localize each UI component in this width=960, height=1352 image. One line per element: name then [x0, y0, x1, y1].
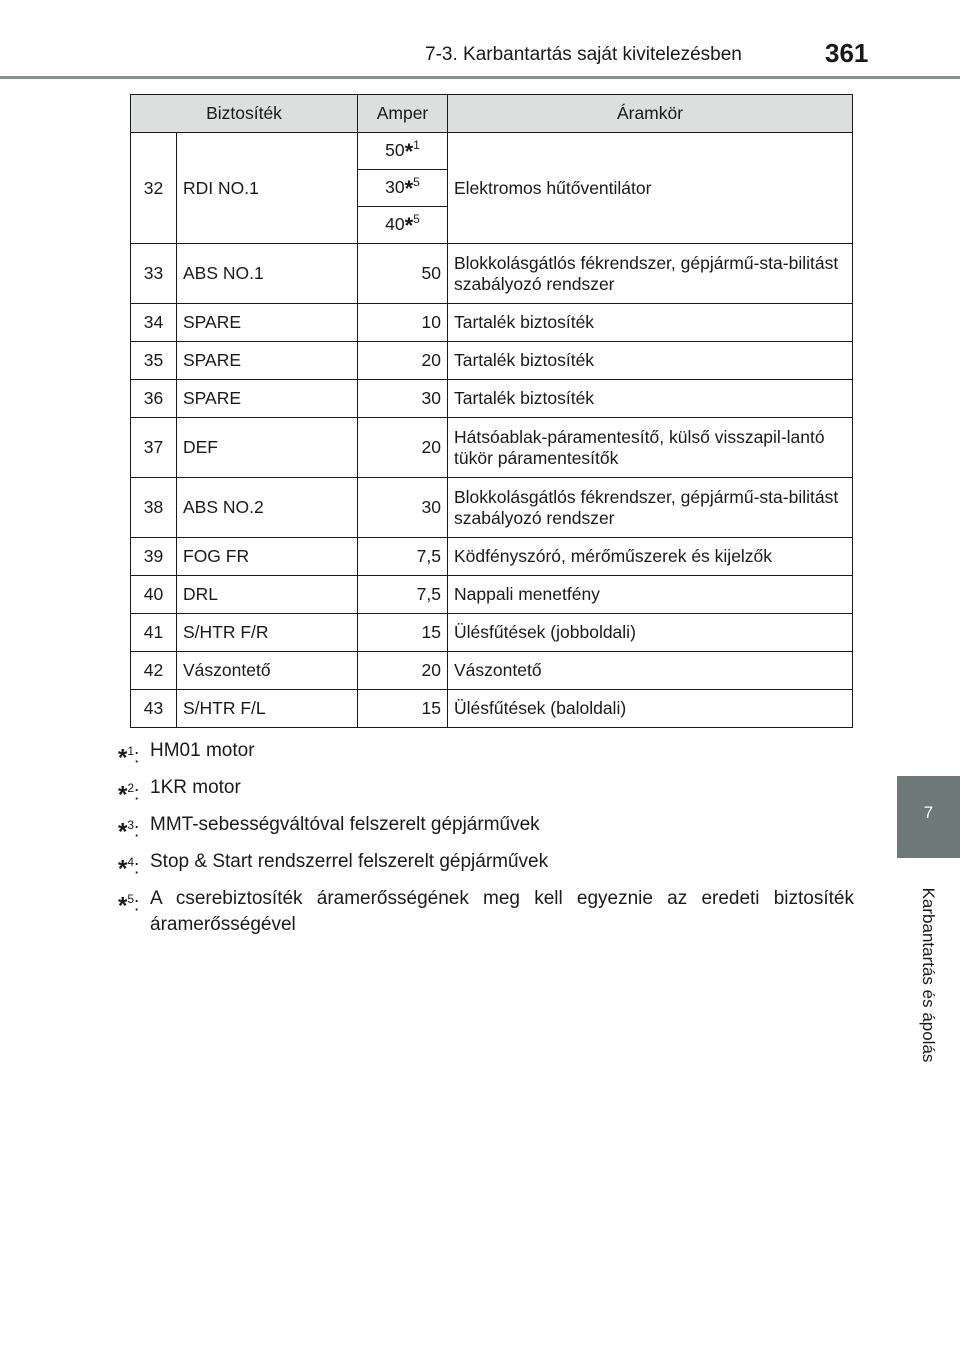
- fuse-circuit: Nappali menetfény: [448, 576, 853, 614]
- fuse-number: 37: [131, 418, 177, 478]
- fuse-name: FOG FR: [177, 538, 358, 576]
- fuse-number: 41: [131, 614, 177, 652]
- fuse-amp: 15: [358, 690, 448, 728]
- footnote-ref: 1: [413, 137, 420, 152]
- section-title: 7-3. Karbantartás saját kivitelezésben: [425, 44, 742, 65]
- fuse-number: 43: [131, 690, 177, 728]
- fuse-amp: 15: [358, 614, 448, 652]
- fuse-amp: 30: [358, 380, 448, 418]
- footnote-star-icon: *: [404, 138, 414, 164]
- footnote-text: A cserebiztosíték áramerősségének meg kell egyeznie az eredeti biztosíték áramerősségével: [150, 888, 854, 935]
- fuse-circuit: Blokkolásgátlós fékrendszer, gépjármű-sta-bilitást szabályozó rendszer: [448, 478, 853, 538]
- chapter-tab: [897, 776, 960, 858]
- chapter-number: 7: [923, 803, 934, 822]
- fuse-name: SPARE: [177, 304, 358, 342]
- table-row: [131, 614, 853, 652]
- page-number: 361: [825, 38, 869, 68]
- footnotes: [118, 738, 854, 949]
- fuse-circuit: Ködfényszóró, mérőműszerek és kijelzők: [448, 538, 853, 576]
- footnote-number: 1: [127, 744, 135, 758]
- table-row: [131, 342, 853, 380]
- footnote-star-icon: *: [118, 892, 128, 920]
- footnote-text: HM01 motor: [150, 740, 255, 761]
- footnote-mark: *$^5$:: [118, 892, 140, 920]
- fuse-number: 39: [131, 538, 177, 576]
- footnote-star-icon: *: [118, 855, 128, 883]
- footnote-text: Stop & Start rendszerrel felszerelt gépjárművek: [150, 851, 549, 872]
- table-row: [131, 418, 853, 478]
- footnote: [118, 775, 854, 809]
- table-row: [131, 538, 853, 576]
- fuse-circuit: Elektromos hűtőventilátor: [448, 133, 853, 244]
- fuse-amp: [358, 170, 448, 207]
- fuse-number: 34: [131, 304, 177, 342]
- table-row: [131, 690, 853, 728]
- header-amper: Amper: [358, 95, 448, 133]
- fuse-number: 38: [131, 478, 177, 538]
- fuse-amp: 20: [358, 342, 448, 380]
- footnote-ref: 5: [413, 174, 420, 189]
- fuse-circuit: Vászontető: [448, 652, 853, 690]
- fuse-table: [130, 94, 853, 728]
- fuse-amp: 30: [358, 478, 448, 538]
- fuse-circuit: Ülésfűtések (baloldali): [448, 690, 853, 728]
- footnote-mark: *$^3$:: [118, 818, 140, 846]
- table-row: [131, 652, 853, 690]
- fuse-amp: 50: [358, 244, 448, 304]
- fuse-name: S/HTR F/L: [177, 690, 358, 728]
- table-row: [131, 576, 853, 614]
- header-divider: [0, 76, 960, 79]
- footnote-number: 4: [127, 855, 135, 869]
- fuse-circuit: Hátsóablak-páramentesítő, külső visszapil-lantó tükör páramentesítők: [448, 418, 853, 478]
- footnote-mark: *$^1$:: [118, 744, 140, 772]
- footnote: [118, 849, 854, 883]
- fuse-number: 32: [131, 133, 177, 244]
- table-header-row: [131, 95, 853, 133]
- fuse-circuit: Tartalék biztosíték: [448, 342, 853, 380]
- table-row: [131, 244, 853, 304]
- fuse-name: SPARE: [177, 380, 358, 418]
- fuse-amp: 7,5: [358, 576, 448, 614]
- fuse-number: 36: [131, 380, 177, 418]
- fuse-number: 40: [131, 576, 177, 614]
- footnote: [118, 812, 854, 846]
- fuse-circuit: Ülésfűtések (jobboldali): [448, 614, 853, 652]
- footnote-mark: *$^2$:: [118, 781, 140, 809]
- fuse-name: ABS NO.2: [177, 478, 358, 538]
- chapter-label: Karbantartás és ápolás: [919, 887, 938, 1063]
- table-row: [131, 304, 853, 342]
- footnote-mark: *$^4$:: [118, 855, 140, 883]
- fuse-name: DEF: [177, 418, 358, 478]
- footnote-star-icon: *: [118, 781, 128, 809]
- fuse-name: Vászontető: [177, 652, 358, 690]
- footnote-number: 2: [127, 781, 135, 795]
- footnote-text: MMT-sebességváltóval felszerelt gépjárművek: [150, 814, 540, 835]
- fuse-name: S/HTR F/R: [177, 614, 358, 652]
- fuse-number: 33: [131, 244, 177, 304]
- footnote-star-icon: *: [118, 744, 128, 772]
- fuse-number: 42: [131, 652, 177, 690]
- amp-value: 40: [385, 213, 405, 234]
- table-row: [131, 380, 853, 418]
- footnote-star-icon: *: [404, 212, 414, 238]
- footnote-star-icon: *: [118, 818, 128, 846]
- fuse-circuit: Tartalék biztosíték: [448, 304, 853, 342]
- footnote-number: 5: [127, 892, 135, 906]
- fuse-number: 35: [131, 342, 177, 380]
- fuse-amp: 20: [358, 652, 448, 690]
- header-circuit: Áramkör: [448, 95, 853, 133]
- fuse-amp: [358, 133, 448, 170]
- footnote: [118, 738, 854, 772]
- fuse-name: DRL: [177, 576, 358, 614]
- fuse-amp: [358, 207, 448, 244]
- amp-value: 30: [385, 176, 405, 197]
- table-row: [131, 478, 853, 538]
- header-fuse: Biztosíték: [131, 95, 358, 133]
- footnote-text: 1KR motor: [150, 777, 241, 798]
- fuse-name: SPARE: [177, 342, 358, 380]
- fuse-amp: 10: [358, 304, 448, 342]
- fuse-circuit: Blokkolásgátlós fékrendszer, gépjármű-sta-bilitást szabályozó rendszer: [448, 244, 853, 304]
- footnote: [118, 886, 854, 938]
- fuse-name: ABS NO.1: [177, 244, 358, 304]
- fuse-name: RDI NO.1: [177, 133, 358, 244]
- footnote-number: 3: [127, 818, 135, 832]
- amp-value: 50: [385, 139, 405, 160]
- fuse-amp: 7,5: [358, 538, 448, 576]
- footnote-ref: 5: [413, 211, 420, 226]
- fuse-amp: 20: [358, 418, 448, 478]
- footnote-star-icon: *: [404, 175, 414, 201]
- table-row: [131, 133, 853, 170]
- fuse-circuit: Tartalék biztosíték: [448, 380, 853, 418]
